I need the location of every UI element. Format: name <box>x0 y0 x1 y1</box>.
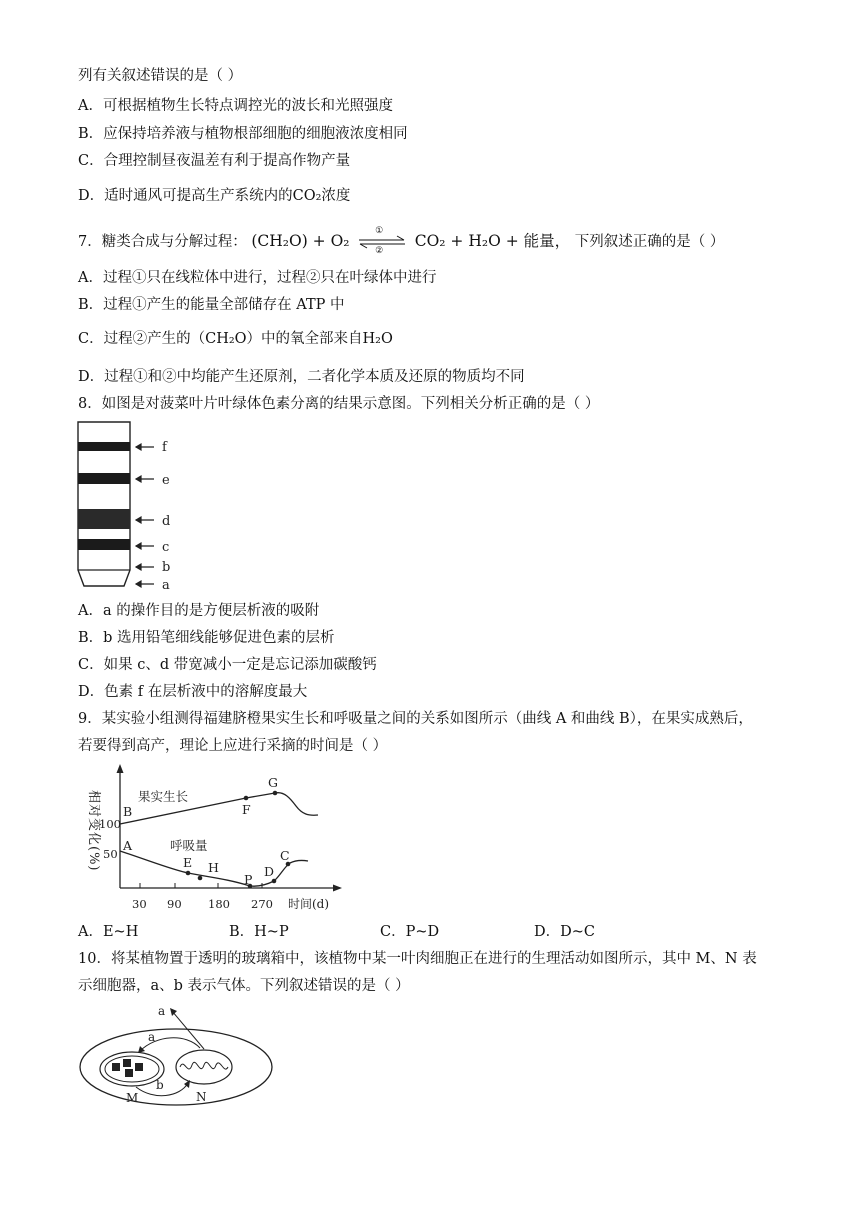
label-c: c <box>162 540 170 555</box>
q8-option-a: A．a 的操作目的是方便层析液的吸附 <box>78 603 320 619</box>
q8-option-c: C．如果 c、d 带宽减小一定是忘记添加碳酸钙 <box>78 657 377 673</box>
label-e: e <box>162 473 170 488</box>
mitochondrion-cristae <box>180 1062 228 1069</box>
point-label-c: C <box>280 848 290 863</box>
q7-stem-suffix: 下列叙述正确的是（ ） <box>574 234 725 250</box>
q7-stem-prefix: 7．糖类合成与分解过程： <box>78 234 247 250</box>
x-tick-270: 270 <box>251 897 273 911</box>
q7-formula-left: (CH₂O) + O₂ <box>251 232 350 250</box>
grana-stacks <box>112 1059 143 1077</box>
label-b: b <box>162 560 171 575</box>
x-axis-label: 时间(d) <box>288 897 330 911</box>
q6-option-c: C．合理控制昼夜温差有利于提高作物产量 <box>78 153 351 169</box>
band-f <box>78 442 130 451</box>
q10-stem-line2: 示细胞器，a、b 表示气体。下列叙述错误的是（ ） <box>78 978 410 994</box>
point-label-p: P <box>244 872 253 887</box>
label-b: b <box>156 1078 164 1092</box>
x-axis-arrow <box>333 885 342 892</box>
q6-option-a: A．可根据植物生长特点调控光的波长和光照强度 <box>78 98 393 114</box>
label-a-inner: a <box>148 1030 156 1044</box>
label-f: f <box>162 440 167 455</box>
q8-option-b: B．b 选用铅笔细线能够促进色素的层析 <box>78 630 335 646</box>
point-label-e: E <box>183 855 193 870</box>
q7-stem <box>78 226 725 256</box>
leaf-cell-organelle-figure <box>76 1003 276 1109</box>
band-d <box>78 509 130 529</box>
fruit-growth-respiration-chart <box>78 762 348 918</box>
q8-option-d: D．色素 f 在层析液中的溶解度最大 <box>78 684 308 700</box>
x-tick-30: 30 <box>132 897 147 911</box>
q7-option-b: B．过程①产生的能量全部储存在 ATP 中 <box>78 297 345 313</box>
point-label-b: B <box>123 804 133 819</box>
label-d: d <box>162 514 171 529</box>
label-n: N <box>196 1090 207 1104</box>
band-e <box>78 473 130 484</box>
point-label-g: G <box>268 775 278 790</box>
band-c <box>78 539 130 550</box>
y-axis-label: 相对变化(%) <box>86 790 101 872</box>
y-tick-100: 100 <box>99 817 121 831</box>
x-tick-90: 90 <box>167 897 182 911</box>
curve-b-label: 果实生长 <box>138 789 189 804</box>
curve-a-label: 呼吸量 <box>170 838 208 853</box>
q9-stem-line2: 若要得到高产，理论上应进行采摘的时间是（ ） <box>78 738 388 754</box>
q9-option-d: D．D~C <box>534 924 595 940</box>
q7-reaction-arrows <box>357 226 407 256</box>
q9-stem-line1: 9．某实验小组测得福建脐橙果实生长和呼吸量之间的关系如图所示（曲线 A 和曲线 B），在果实成熟后， <box>78 711 753 727</box>
label-a-top: a <box>158 1004 166 1018</box>
q8-stem: 8．如图是对菠菜叶片叶绿体色素分离的结果示意图。下列相关分析正确的是（ ） <box>78 396 600 412</box>
q7-arrow-label-bottom: ② <box>375 246 384 256</box>
mitochondrion-n-outer <box>176 1050 232 1084</box>
q9-option-b: B．H~P <box>229 924 289 940</box>
label-a: a <box>162 578 170 592</box>
point-label-a: A <box>123 838 133 853</box>
label-m: M <box>126 1091 139 1105</box>
q7-option-a: A．过程①只在线粒体中进行，过程②只在叶绿体中进行 <box>78 270 437 286</box>
point-label-f: F <box>242 802 251 817</box>
q6-stem-tail: 列有关叙述错误的是（ ） <box>78 68 243 84</box>
q7-option-c: C．过程②产生的（CH₂O）中的氧全部来自H₂O <box>78 331 393 347</box>
y-axis-arrow <box>117 764 124 773</box>
chromatography-strip-figure <box>74 420 184 592</box>
point-label-d: D <box>264 864 275 879</box>
q7-option-d: D．过程①和②中均能产生还原剂，二者化学本质及还原的物质均不同 <box>78 369 525 385</box>
q7-formula-right: CO₂ + H₂O + 能量， <box>414 232 571 250</box>
q9-option-a: A．E~H <box>78 924 139 940</box>
q6-option-b: B．应保持培养液与植物根部细胞的细胞液浓度相同 <box>78 126 408 142</box>
q7-arrow-label-top: ① <box>375 226 384 236</box>
x-tick-180: 180 <box>208 897 230 911</box>
q6-option-d: D．适时通风可提高生产系统内的CO₂浓度 <box>78 188 351 204</box>
q9-option-c: C．P~D <box>380 924 440 940</box>
point-label-h: H <box>208 860 219 875</box>
y-tick-50: 50 <box>103 847 118 861</box>
q10-stem-line1: 10．将某植物置于透明的玻璃箱中，该植物中某一叶肉细胞正在进行的生理活动如图所示，其中 M、N 表 <box>78 951 757 967</box>
